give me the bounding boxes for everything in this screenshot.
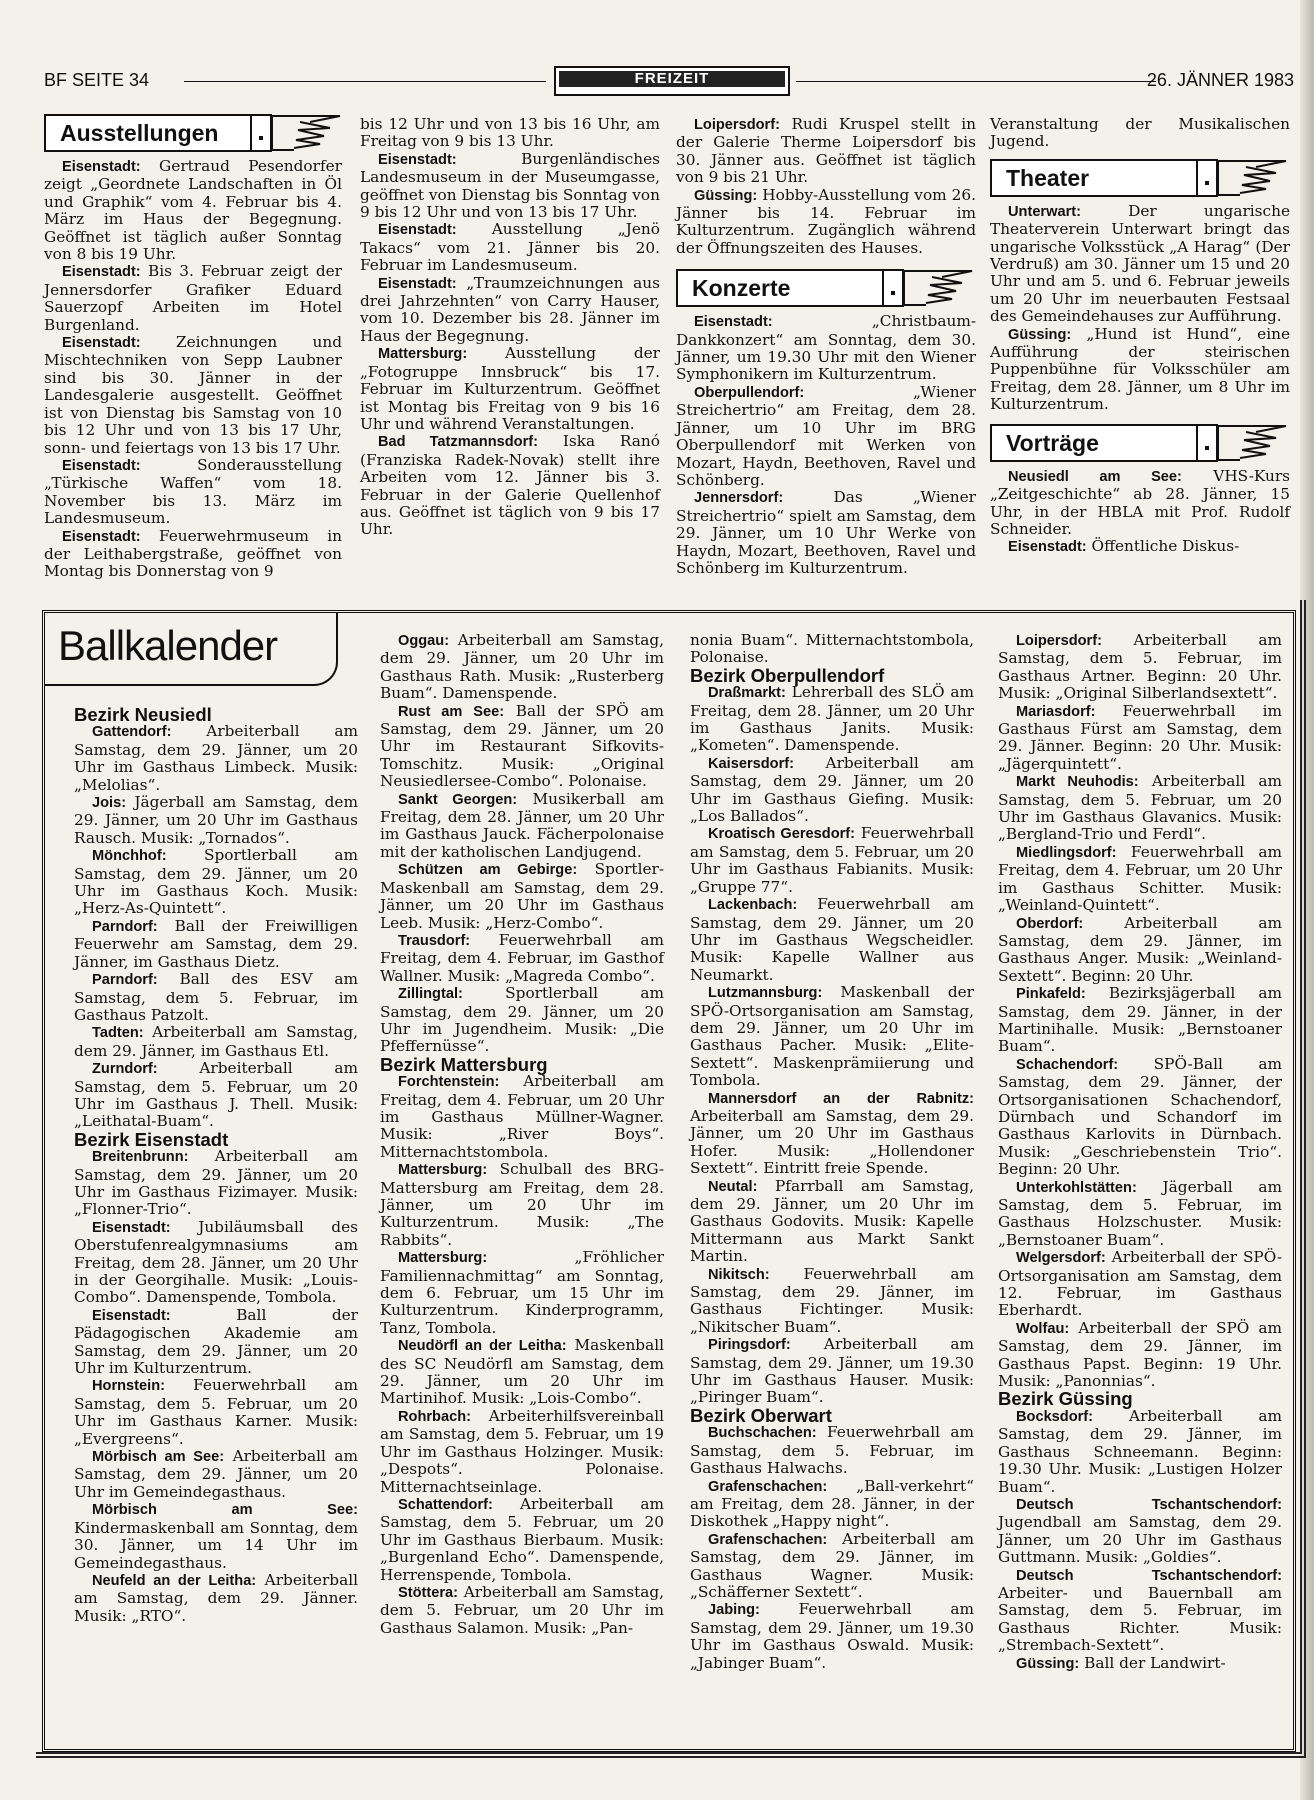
entry-text: Feuerwehrball am Freitag, dem 4. Februar, um 20 Uhr im Gasthaus Schitter. Musik: „Weinland-Quintett“. <box>998 842 1282 915</box>
entry-place: Breitenbrunn: <box>92 1149 189 1166</box>
entry-text: SPÖ-Ball am Samstag, dem 29. Jänner, der Ortsorganisationen Schachendorf, Dürnbach und Schandorf im Gasthaus Karlovits in Dürnbach. Musik: „Geschriebenstein Trio“. Beginn: 20 Uhr. <box>998 1054 1282 1179</box>
entry-place: Unterwart: <box>1008 203 1081 220</box>
listing-entry <box>380 703 664 791</box>
entry-text: Arbeiterball am Samstag, dem 29. Jänner, um 20 Uhr im Gasthaus Rath. Musik: „Rusterberg Buam“. Damenspende. <box>380 631 664 703</box>
header-box <box>1196 159 1218 197</box>
entry-place: Piringsdorf: <box>708 1337 791 1354</box>
entry-text: Feuerwehrball am Samstag, dem 5. Februar, um 20 Uhr im Gasthaus Fabianits. Musik: „Gruppe 77“. <box>690 824 974 896</box>
entry-text: Arbeiterball am Samstag, dem 29. Jänner. Musik: „RTO“. <box>74 1570 358 1625</box>
listing-entry <box>990 116 1290 151</box>
entry-place: Lackenbach: <box>708 897 798 914</box>
entry-text: nonia Buam“. Mitternachtstombola, Polonaise. <box>690 631 974 667</box>
listing-entry <box>990 326 1290 414</box>
listing-entry <box>998 1056 1282 1179</box>
entry-text: Maskenball des SC Neudörfl am Samstag, dem 29. Jänner, um 20 Uhr im Martinihof. Musik: „Lois-Combo“. <box>380 1336 664 1408</box>
listing-entry <box>74 1501 358 1572</box>
entry-place: Jennersdorf: <box>694 490 784 507</box>
listing-entry <box>690 684 974 755</box>
entry-place: Güssing: <box>694 187 758 204</box>
listing-entry <box>380 861 664 932</box>
entry-place: Schützen am Gebirge: <box>398 862 578 879</box>
listing-entry <box>380 1161 664 1249</box>
entry-text: Arbeiterhilfsvereinball am Samstag, dem 5. Februar, um 19 Uhr im Gasthaus Holzinger. Musik: „Despots“. Polonaise. Mitternachtseinlage. <box>380 1406 664 1496</box>
entry-place: Mariasdorf: <box>1016 703 1096 720</box>
listing-entry <box>74 794 358 847</box>
listing-entry <box>690 632 974 667</box>
listing-entry <box>690 1178 974 1266</box>
entry-place: Mörbisch am See: <box>92 1449 225 1466</box>
ausstellungen-list-2 <box>360 116 660 539</box>
entry-place: Grafenschachen: <box>708 1531 828 1548</box>
entry-text: Arbeiterball am Samstag, dem 5. Februar, um 20 Uhr im Gasthaus Salamon. Musik: „Pan- <box>380 1582 664 1637</box>
entry-place: Pinkafeld: <box>1016 986 1086 1003</box>
entry-place: Eisenstadt: <box>378 151 457 168</box>
listing-entry <box>74 723 358 794</box>
entry-place: Zurndorf: <box>92 1061 158 1078</box>
entry-text: Arbeiterball am Samstag, dem 29. Jänner, um 20 Uhr im Gasthaus Fizimayer. Musik: „Flonner-Trio“. <box>74 1147 358 1219</box>
entry-text: Sportlerball am Samstag, dem 29. Jänner, um 20 Uhr im Jugendheim. Musik: „Die Pfeffernüsse“. <box>380 984 664 1056</box>
ausstellungen-list-3 <box>676 116 976 257</box>
entry-place: Loipersdorf: <box>694 117 780 133</box>
section-title: FREIZEIT <box>559 71 785 87</box>
entry-text: Jubiläumsball des Oberstufenrealgymnasiums am Freitag, dem 28. Jänner, um 20 Uhr in der Georgihalle. Musik: „Louis-Combo“. Damenspende, Tombola. <box>74 1217 358 1307</box>
listing-entry <box>74 847 358 918</box>
entry-text: Arbeiterball am Samstag, dem 29. Jänner, im Gasthaus Schneemann. Beginn: 19.30 Uhr. Musik: „Lustigen Holzer Buam“. <box>998 1406 1282 1496</box>
entry-text: Arbeiter- und Bauernball am Samstag, dem 5. Februar, im Gasthaus Richter. Musik: „Strembach-Sextett“. <box>998 1583 1282 1655</box>
entry-text: Ball der Pädagogischen Akademie am Samstag, dem 29. Jänner, um 20 Uhr im Kulturzentrum. <box>74 1305 358 1378</box>
header-dot <box>259 136 263 140</box>
listing-entry <box>998 1320 1282 1391</box>
listing-entry <box>998 915 1282 986</box>
listing-entry <box>380 1249 664 1337</box>
listing-entry <box>380 1408 664 1496</box>
listing-entry <box>998 1179 1282 1250</box>
entry-text: Kindermaskenball am Sonntag, dem 30. Jänner, um 14 Uhr im Gemeindegasthaus. <box>74 1518 358 1572</box>
entry-text: Feuerwehrball am Samstag, dem 29. Jänner, um 20 Uhr im Gasthaus Wegscheidler. Musik: Kapelle Wallner aus Neumarkt. <box>690 895 974 984</box>
column-1 <box>44 114 342 581</box>
listing-entry <box>690 1424 974 1477</box>
entry-text: Jugendball am Samstag, dem 29. Jänner, um 20 Uhr im Gasthaus Guttmann. Musik: „Goldies“. <box>998 1513 1282 1567</box>
entry-text: Feuerwehrmuseum in der Leithabergstraße, geöffnet von Montag bis Donnerstag von 9 <box>44 526 342 581</box>
entry-place: Jois: <box>92 795 127 812</box>
listing-entry <box>74 918 358 971</box>
district-heading: Bezirk Eisenstadt <box>74 1128 229 1150</box>
entry-place: Buchschachen: <box>708 1425 817 1442</box>
listing-entry <box>690 1478 974 1531</box>
entry-text: Ball der Freiwilligen Feuerwehr am Samstag, dem 29. Jänner, im Gasthaus Dietz. <box>74 916 358 971</box>
entry-place: Nikitsch: <box>708 1266 770 1283</box>
entry-text: Musikerball am Freitag, dem 28. Jänner, um 20 Uhr im Gasthaus Jauck. Fächerpolonaise mit der katholischen Landjugend. <box>380 789 664 861</box>
listing-entry <box>380 985 664 1056</box>
entry-place: Eisenstadt: <box>92 1307 171 1324</box>
entry-text: Arbeiterball am Samstag, dem 29. Jänner, im Gasthaus Wagner. Musik: „Schäfferner Sextett“. <box>690 1529 974 1601</box>
listing-entry <box>998 1567 1282 1655</box>
listing-entry <box>360 433 660 538</box>
entry-text: Burgenländisches Landesmuseum in der Museumgasse, geöffnet von Dienstag bis Sonntag von 9 bis 12 Uhr und von 13 bis 17 Uhr. <box>360 149 660 222</box>
listing-entry <box>74 1448 358 1501</box>
entry-text: Arbeiterball am Samstag, dem 29. Jänner, um 20 Uhr im Gasthaus Limbeck. Musik: „Melolias“. <box>74 722 358 794</box>
listing-entry <box>676 384 976 489</box>
listing-entry <box>998 773 1282 844</box>
entry-text: Ball der Landwirt- <box>1084 1653 1226 1672</box>
listing-entry <box>44 263 342 334</box>
entry-text: „Traumzeichnungen aus drei Jahrzehnten“ von Carry Hauser, vom 10. Dezember bis 28. Jänner im Haus der Begegnung. <box>360 273 660 345</box>
entry-text: Iska Ranó (Franziska Radek-Novak) stellt ihre Arbeiten vom 12. Jänner bis 3. Februar in der Galerie Quellenhof aus. Geöffnet ist täglich von 9 bis 17 Uhr. <box>360 432 660 539</box>
entry-text: Arbeiterball der SPÖ-Ortsorganisation am Samstag, dem 12. Februar, im Gasthaus Eberhardt. <box>998 1248 1282 1320</box>
entry-place: Hornstein: <box>92 1378 165 1395</box>
listing-entry <box>44 158 342 263</box>
listing-entry <box>380 1337 664 1408</box>
entry-text: Jägerball am Samstag, dem 29. Jänner, um 20 Uhr im Gasthaus Rausch. Musik: „Tornados“. <box>74 793 358 847</box>
entry-place: Deutsch Tschantschendorf: <box>1016 1496 1282 1513</box>
entry-text: Feuerwehrball am Samstag, dem 29. Jänner, um 19.30 Uhr im Gasthaus Oswald. Musik: „Jabinger Buam“. <box>690 1600 974 1672</box>
header-dot <box>891 291 895 295</box>
entry-text: Jägerball am Samstag, dem 5. Februar, im Gasthaus Holzschuster. Musik: „Bernstoaner Buam“. <box>998 1177 1282 1249</box>
section-header-theater <box>990 159 1290 195</box>
entry-text: Hobby-Ausstellung vom 26. Jänner bis 14. Februar im Kulturzentrum. Zugänglich während der Öffnungszeiten des Hauses. <box>676 185 976 257</box>
listing-entry <box>360 275 660 346</box>
entry-place: Eisenstadt: <box>378 275 457 292</box>
entry-place: Neufeld an der Leitha: <box>92 1572 257 1589</box>
entry-text: „Hund ist Hund“, eine Aufführung der steirischen Puppenbühne für Volksschüler am Freitag, dem 28. Jänner, um 8 Uhr im Kulturzentrum. <box>990 324 1290 414</box>
entry-text: Lehrerball des SLÖ am Freitag, dem 28. Jänner, um 20 Uhr im Gasthaus Janits. Musik: „Kometen“. Damenspende. <box>690 683 974 755</box>
pointing-hand-icon <box>270 114 344 152</box>
section-header-konzerte <box>676 269 976 305</box>
entry-place: Schattendorf: <box>398 1496 493 1513</box>
entry-text: „Fröhlicher Familiennachmittag“ am Sonntag, dem 6. Februar, um 15 Uhr im Kulturzentrum. Kinderprogramm, Tanz, Tombola. <box>380 1248 664 1337</box>
listing-entry <box>676 313 976 384</box>
entry-text: Feuerwehrball am Samstag, dem 29. Jänner, im Gasthaus Fichtinger. Musik: „Nikitscher Buam“. <box>690 1264 974 1336</box>
listing-entry <box>380 932 664 985</box>
entry-text: Arbeiterball am Samstag, dem 5. Februar, um 20 Uhr im Gasthaus Bierbaum. Musik: „Burgenland Echo“. Damenspende, Herrenspende, Tombola. <box>380 1494 664 1584</box>
entry-text: Arbeiterball am Samstag, dem 29. Jänner, im Gasthaus Etl. <box>74 1023 358 1060</box>
listing-entry <box>74 1148 358 1219</box>
entry-place: Kaisersdorf: <box>708 755 794 772</box>
listing-entry <box>998 1496 1282 1567</box>
entry-text: „Ball-verkehrt“ am Freitag, dem 28. Jänner, in der Diskothek „Happy night“. <box>690 1476 974 1531</box>
column-2 <box>360 116 660 539</box>
entry-place: Mannersdorf an der Rabnitz: <box>708 1090 974 1107</box>
listing-entry <box>998 1408 1282 1496</box>
header-box <box>250 114 272 152</box>
listing-entry <box>44 457 342 528</box>
listing-entry <box>74 1219 358 1307</box>
district-heading: Bezirk Güssing <box>998 1388 1133 1410</box>
listing-entry <box>998 1249 1282 1320</box>
entry-place: Eisenstadt: <box>92 1219 171 1236</box>
entry-text: VHS-Kurs „Zeitgeschichte“ ab 28. Jänner, 15 Uhr, in der HBLA mit Prof. Rudolf Schneider. <box>990 466 1290 538</box>
entry-text: Sportlerball am Samstag, dem 29. Jänner, um 20 Uhr im Gasthaus Koch. Musik: „Herz-As-Quintett“. <box>74 846 358 918</box>
entry-text: Öffentliche Diskus- <box>1091 537 1240 556</box>
column-3 <box>676 116 976 577</box>
entry-place: Eisenstadt: <box>62 264 141 281</box>
entry-place: Schachendorf: <box>1016 1056 1119 1073</box>
entry-text: „Christbaum-Dankkonzert“ am Sonntag, dem 30. Jänner, um 19.30 Uhr mit den Wiener Symphonikern im Kulturzentrum. <box>676 312 976 384</box>
entry-place: Trausdorf: <box>398 932 471 949</box>
ball-list-1 <box>74 706 358 1625</box>
entry-text: Arbeiterball am Samstag, dem 29. Jänner, um 20 Uhr im Gasthaus Giefing. Musik: „Los Ballados“. <box>690 753 974 826</box>
entry-place: Bocksdorf: <box>1016 1408 1094 1425</box>
listing-entry <box>690 825 974 896</box>
ball-column-1 <box>74 706 358 1625</box>
entry-place: Mattersburg: <box>378 346 468 363</box>
district-heading: Bezirk Neusiedl <box>74 704 212 725</box>
listing-entry <box>360 221 660 274</box>
section-label: Ausstellungen <box>44 114 250 152</box>
entry-place: Welgersdorf: <box>1016 1250 1106 1267</box>
entry-place: Eisenstadt: <box>1008 539 1087 556</box>
entry-place: Bad Tatzmannsdorf: <box>378 434 538 451</box>
entry-place: Rust am See: <box>398 703 505 720</box>
entry-text: Zeichnungen und Mischtechniken von Sepp Laubner sind bis 30. Jänner in der Landesgalerie ausgestellt. Geöffnet ist von Dienstag bis Samstag von 10 bis 12 Uhr und von 13 bis 17 Uhr, sonn- und feiertags von 13 bis 17 Uhr. <box>44 333 342 457</box>
entry-text: bis 12 Uhr und von 13 bis 16 Uhr, am Freitag von 9 bis 13 Uhr. <box>360 115 660 151</box>
listing-entry <box>676 116 976 187</box>
entry-place: Lutzmannsburg: <box>708 985 823 1002</box>
listing-entry <box>360 151 660 222</box>
pointing-hand-icon <box>1216 159 1290 197</box>
district-heading: Bezirk Oberpullendorf <box>690 664 885 686</box>
entry-place: Neudörfl an der Leitha: <box>398 1338 567 1355</box>
entry-place: Draßmarkt: <box>708 685 786 702</box>
entry-place: Neusiedl am See: <box>1008 468 1182 485</box>
listing-entry <box>690 755 974 826</box>
entry-text: Maskenball der SPÖ-Ortsorganisation am Samstag, dem 29. Jänner, um 20 Uhr im Gasthaus Pacher. Musik: „Elite-Sextett“. Maskenprämiierung und Tombola. <box>690 983 974 1090</box>
listing-entry <box>360 116 660 151</box>
page-number: BF SEITE 34 <box>44 70 150 90</box>
listing-entry <box>990 203 1290 326</box>
entry-text: Arbeiterball am Samstag, dem 5. Februar, um 20 Uhr im Gasthaus Glavanics. Musik: „Bergland-Trio und Ferdl“. <box>998 772 1283 844</box>
vortraege-list <box>990 468 1290 557</box>
section-label: Vorträge <box>990 424 1196 462</box>
entry-text: Arbeiterball am Samstag, dem 29. Jänner, um 20 Uhr im Gasthaus Hofer. Musik: „Hollendoner Sextett“. Eintritt freie Spende. <box>690 1106 974 1178</box>
listing-entry <box>676 489 976 577</box>
listing-entry <box>44 528 342 581</box>
entry-place: Deutsch Tschantschendorf: <box>1016 1567 1282 1584</box>
entry-text: Feuerwehrball am Freitag, dem 4. Februar, im Gasthof Wallner. Musik: „Magreda Combo“. <box>380 930 664 985</box>
entry-place: Unterkohlstätten: <box>1016 1179 1137 1196</box>
listing-entry <box>74 1024 358 1060</box>
pointing-hand-icon <box>902 269 976 307</box>
listing-entry <box>74 971 358 1024</box>
ausstellungen-list-4 <box>990 116 1290 151</box>
listing-entry <box>998 985 1282 1056</box>
section-label: Theater <box>990 159 1196 197</box>
section-header-ausstellungen <box>44 114 342 150</box>
entry-place: Jabing: <box>708 1602 760 1619</box>
listing-entry <box>998 844 1282 915</box>
entry-text: Arbeiterball am Samstag, dem 29. Jänner, um 20 Uhr im Gemeindegasthaus. <box>74 1447 358 1501</box>
entry-place: Loipersdorf: <box>1016 633 1102 649</box>
entry-place: Eisenstadt: <box>62 457 141 474</box>
ball-column-2 <box>380 632 664 1637</box>
entry-place: Wolfau: <box>1016 1320 1070 1337</box>
entry-place: Eisenstadt: <box>62 528 141 545</box>
pointing-hand-icon <box>1216 424 1290 462</box>
entry-place: Eisenstadt: <box>62 159 141 175</box>
listing-entry <box>990 538 1290 556</box>
header-dot <box>1205 446 1209 450</box>
listing-entry <box>690 1601 974 1672</box>
entry-place: Mörbisch am See: <box>92 1502 358 1519</box>
entry-place: Güssing: <box>1008 326 1072 343</box>
entry-text: Pfarrball am Samstag, dem 29. Jänner, um 20 Uhr im Gasthaus Godovits. Musik: Kapelle Mittermann aus Markt Sankt Martin. <box>690 1176 974 1266</box>
entry-text: Bezirksjägerball am Samstag, dem 29. Jänner, in der Martinihalle. Musik: „Bernstoaner Buam“. <box>998 984 1282 1056</box>
column-4 <box>990 116 1290 557</box>
entry-text: Ausstellung „Jenö Takacs“ vom 21. Jänner bis 20. Februar im Landesmuseum. <box>360 220 660 275</box>
entry-place: Mattersburg: <box>398 1162 488 1179</box>
ball-column-3 <box>690 632 974 1672</box>
entry-place: Mattersburg: <box>398 1250 488 1267</box>
header-rule-right <box>796 81 1156 82</box>
listing-entry <box>380 1584 664 1637</box>
header-dot <box>1205 181 1209 185</box>
section-banner <box>554 66 790 96</box>
listing-entry <box>690 1266 974 1337</box>
page-header <box>44 66 1294 92</box>
listing-entry <box>380 1496 664 1584</box>
listing-entry <box>690 1336 974 1407</box>
listing-entry <box>44 334 342 457</box>
entry-text: Arbeiterball am Freitag, dem 4. Februar, um 20 Uhr im Gasthaus Müllner-Wagner. Musik: „River Boys“. Mitternachtstombola. <box>380 1072 664 1161</box>
entry-text: Feuerwehrball am Samstag, dem 5. Februar, im Gasthaus Halwachs. <box>690 1423 974 1478</box>
entry-place: Tadten: <box>92 1025 144 1042</box>
listing-entry <box>74 1307 358 1378</box>
entry-text: Sonderausstellung „Türkische Waffen“ vom 18. November bis 13. März im Landesmuseum. <box>44 455 342 528</box>
entry-place: Zillingtal: <box>398 986 463 1003</box>
entry-place: Oberdorf: <box>1016 915 1084 932</box>
entry-text: Gertraud Pesendorfer zeigt „Geordnete Landschaften in Öl und Graphik“ vom 4. Februar bis 4. März im Haus der Begegnung. Geöffnet ist täglich außer Sonntag von 8 bis 19 Uhr. <box>44 157 342 264</box>
issue-date: 26. JÄNNER 1983 <box>1146 70 1294 90</box>
entry-place: Rohrbach: <box>398 1408 471 1425</box>
entry-place: Parndorf: <box>92 972 158 989</box>
ballkalender-title: Ballkalender <box>52 622 283 670</box>
entry-text: Ball der SPÖ am Samstag, dem 29. Jänner, um 20 Uhr im Restaurant Sifkovits-Tomschitz. Musik: „Original Neusiedlersee-Combo“. Polonaise. <box>380 701 664 791</box>
header-rule-left <box>184 81 546 82</box>
entry-text: Bis 3. Februar zeigt der Jennersdorfer Grafiker Eduard Sauerzopf Arbeiten im Hotel Burgenland. <box>44 262 342 334</box>
entry-place: Eisenstadt: <box>62 335 141 352</box>
entry-place: Eisenstadt: <box>378 222 457 239</box>
entry-place: Forchtenstein: <box>398 1074 500 1091</box>
ball-list-2 <box>380 632 664 1637</box>
listing-entry <box>380 791 664 862</box>
konzerte-list <box>676 313 976 577</box>
district-heading: Bezirk Oberwart <box>690 1404 832 1426</box>
entry-text: Sportler-Maskenball am Samstag, dem 29. Jänner, um 20 Uhr im Gasthaus Leeb. Musik: „Herz-Combo“. <box>380 860 664 932</box>
entry-text: Arbeiterball am Samstag, dem 5. Februar, im Gasthaus Artner. Beginn: 20 Uhr. Musik: „Original Silberlandsextett“. <box>998 631 1282 703</box>
listing-entry <box>690 1531 974 1602</box>
entry-text: Ausstellung der „Fotogruppe Innsbruck“ bis 17. Februar im Kulturzentrum. Geöffnet ist Montag bis Freitag von 9 bis 16 Uhr und während Veranstaltungen. <box>360 344 660 433</box>
listing-entry <box>74 1060 358 1131</box>
listing-entry <box>676 187 976 258</box>
entry-place: Mönchhof: <box>92 848 167 865</box>
section-header-vortraege <box>990 424 1290 460</box>
entry-place: Neutal: <box>708 1178 758 1195</box>
listing-entry <box>74 1572 358 1625</box>
entry-place: Eisenstadt: <box>694 314 773 331</box>
listing-entry <box>998 1655 1282 1673</box>
entry-place: Gattendorf: <box>92 724 172 741</box>
entry-place: Oberpullendorf: <box>694 384 805 401</box>
entry-text: Feuerwehrball im Gasthaus Fürst am Samstag, dem 29. Jänner. Beginn: 20 Uhr. Musik: „Jägerquintett“. <box>998 701 1282 773</box>
entry-place: Oggau: <box>398 633 450 649</box>
listing-entry <box>360 345 660 433</box>
entry-text: Arbeiterball am Samstag, dem 5. Februar, um 20 Uhr im Gasthaus J. Thell. Musik: „Leithatal-Buam“. <box>74 1059 358 1131</box>
listing-entry <box>690 1090 974 1178</box>
ball-column-4 <box>998 632 1282 1673</box>
entry-text: Feuerwehrball am Samstag, dem 5. Februar, um 20 Uhr im Gasthaus Karner. Musik: „Evergreens“. <box>74 1376 358 1448</box>
listing-entry <box>690 896 974 984</box>
listing-entry <box>380 1073 664 1161</box>
district-heading: Bezirk Mattersburg <box>380 1053 548 1075</box>
entry-text: Das „Wiener Streichertrio“ spielt am Samstag, dem 29. Jänner, um 10 Uhr Werke von Haydn, Mozart, Beethoven, Ravel und Schönberg im Kulturzentrum. <box>676 488 976 577</box>
entry-place: Güssing: <box>1016 1655 1080 1672</box>
entry-place: Stöttera: <box>398 1584 458 1601</box>
listing-entry <box>998 703 1282 774</box>
entry-place: Grafenschachen: <box>708 1478 828 1495</box>
listing-entry <box>380 632 664 703</box>
entry-text: Ball des ESV am Samstag, dem 5. Februar, im Gasthaus Patzolt. <box>74 970 358 1024</box>
entry-text: Rudi Kruspel stellt in der Galerie Therme Loipersdorf bis 30. Jänner aus. Geöffnet ist täglich von 9 bis 21 Uhr. <box>676 115 976 187</box>
header-box <box>882 269 904 307</box>
listing-entry <box>74 1377 358 1448</box>
entry-place: Miedlingsdorf: <box>1016 844 1117 861</box>
theater-list <box>990 203 1290 414</box>
entry-text: „Wiener Streichertrio“ am Freitag, dem 28. Jänner, um 10 Uhr im BRG Oberpullendorf mit Werken von Mozart, Haydn, Beethoven, Ravel und Schönberg. <box>676 382 976 489</box>
entry-place: Parndorf: <box>92 918 158 935</box>
ball-list-4 <box>998 632 1282 1673</box>
entry-text: Arbeiterball am Samstag, dem 29. Jänner, um 19.30 Uhr im Gasthaus Hauser. Musik: „Piringer Buam“. <box>690 1335 974 1407</box>
entry-text: Arbeiterball der SPÖ am Samstag, dem 29. Jänner, im Gasthaus Papst. Beginn: 19 Uhr. Musik: „Panonnias“. <box>998 1318 1282 1391</box>
section-label: Konzerte <box>676 269 882 307</box>
ausstellungen-list <box>44 158 342 581</box>
entry-text: Veranstaltung der Musikalischen Jugend. <box>990 115 1290 151</box>
header-box <box>1196 424 1218 462</box>
entry-text: Schulball des BRG-Mattersburg am Freitag, dem 28. Jänner, um 20 Uhr im Kulturzentrum. Musik: „The Rabbits“. <box>380 1160 664 1249</box>
entry-place: Kroatisch Geresdorf: <box>708 826 856 843</box>
listing-entry <box>990 468 1290 539</box>
listing-entry <box>690 984 974 1089</box>
listing-entry <box>998 632 1282 703</box>
entry-text: Arbeiterball am Samstag, dem 29. Jänner, im Gasthaus Anger. Musik: „Weinland-Sextett“. Beginn: 20 Uhr. <box>998 913 1282 985</box>
entry-text: Der ungarische Theaterverein Unterwart bringt das ungarische Volksstück „A Harag“ (Der Verdruß) am 30. Jänner um 15 und 20 Uhr und am 5. und 6. Februar jeweils um 20 Uhr im neuerbauten Festsaal des Gemeindehauses zur Aufführung. <box>990 201 1290 326</box>
entry-place: Sankt Georgen: <box>398 791 518 808</box>
entry-place: Markt Neuhodis: <box>1016 774 1139 791</box>
ball-list-3 <box>690 632 974 1672</box>
